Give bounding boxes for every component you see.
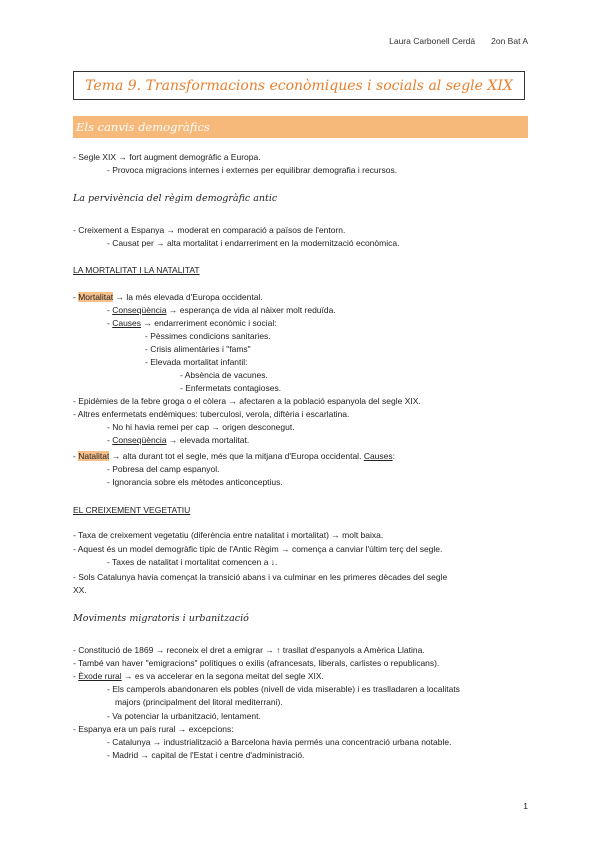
subheading-migracions: Moviments migratoris i urbanització [73,613,249,624]
title-box [73,71,525,100]
subheading-pervivencia: La pervivència del règim demogràfic antic [73,193,278,204]
rural-line: - Espanya era un país rural → excepcions: [73,724,234,734]
exode-sub-1-cont: majors (principalment del litoral mediterrani). [115,697,283,707]
class-name: 2on Bat A [491,36,528,46]
consequencia-2-line: - Conseqüència → elevada mortalitat. [107,435,250,445]
creix-line-1: - Taxa de creixement vegetatiu (diferència entre natalitat i mortalitat) → molt baixa. [73,530,384,540]
creix-line-4: - Sols Catalunya havia començat la transició abans i va culminar en les primeres dècades del segle [73,572,448,582]
pervivencia-line-2: - Causat per → alta mortalitat i endarreriment en la modernització econòmica. [107,238,400,248]
natalitat-line: - Natalitat → alta durant tot el segle, més que la mitjana d'Europa occidental. Causes: [73,451,396,461]
page-number: 1 [523,801,528,811]
cause-3a: - Absència de vacunes. [180,370,268,380]
exode-sub-2: - Va potenciar la urbanització, lentament. [107,711,261,721]
section-title: Els canvis demogràfics [76,120,210,134]
caption-creixement: EL CREIXEMENT VEGETATIU [73,505,191,515]
creix-line-5: XX. [73,585,87,595]
author-name: Laura Carbonell Cerdá [389,36,476,46]
exode-sub-1: - Els camperols abandonaren els pobles (nivell de vida miserable) i es traslladaren a localitats [107,684,460,694]
section-heading [73,116,528,138]
intro-line-1: - Segle XIX → fort augment demogràfic a Europa. [73,152,261,162]
migr-line-2: - També van haver "emigracions" polítiques o exilis (afrancesats, liberals, carlistes o republicans). [73,658,440,668]
cause-3: - Elevada mortalitat infantil: [145,357,248,367]
cause-2: - Crisis alimentàries i "fams" [145,344,251,354]
consequencia-line: - Conseqüència → esperança de vida al nàixer molt reduïda. [107,305,336,315]
exode-line: - Èxode rural → es va accelerar en la segona meitat del segle XIX. [73,671,324,681]
mortalitat-highlight: Mortalitat [78,292,114,302]
altres-line: - Altres enfermetats endèmiques: tuberculosi, verola, diftèria i escarlatina. [73,409,350,419]
epidemies-line: - Epidèmies de la febre groga o el còlera → afectaren a la població espanyola del segle XIX. [73,396,421,406]
rural-sub-1: - Catalunya → industrialització a Barcelona havia permés una concentració urbana notable. [107,737,452,747]
page-header [389,36,528,46]
cause-3b: - Enfermetats contagioses. [180,383,282,393]
natalitat-highlight: Natalitat [78,451,110,461]
migr-line-1: - Constitució de 1869 → reconeix el dret a emigrar → ↑ trasllat d'espanyols a Amèrica Llatina. [73,645,425,655]
caption-mortalitat-natalitat: LA MORTALITAT I LA NATALITAT [73,265,200,275]
intro-line-2: - Provoca migracions internes i externes per equilibrar demografia i recursos. [107,165,398,175]
natalitat-cause-1: - Pobresa del camp espanyol. [107,464,220,474]
causes-line: - Causes → endarreriment econòmic i social: [107,318,277,328]
mortalitat-line: - Mortalitat → la més elevada d'Europa occidental. [73,292,263,302]
creix-line-3: - Taxes de natalitat i mortalitat comencen a ↓. [107,557,278,567]
rural-sub-2: - Madrid → capital de l'Estat i centre d'administració. [107,750,305,760]
page-title: Tema 9. Transformacions econòmiques i socials al segle XIX [85,77,513,94]
natalitat-cause-2: - Ignorancia sobre els mètodes anticonceptius. [107,477,283,487]
creix-line-2: - Aquest és un model demogràfic típic de l'Antic Règim → comença a canviar l'últim terç del segle. [73,544,443,554]
cause-1: - Pèssimes condicions sanitaries. [145,331,271,341]
remei-line: - No hi havia remei per cap → origen desconegut. [107,422,295,432]
pervivencia-line-1: - Creixement a Espanya → moderat en comparació a països de l'entorn. [73,225,346,235]
